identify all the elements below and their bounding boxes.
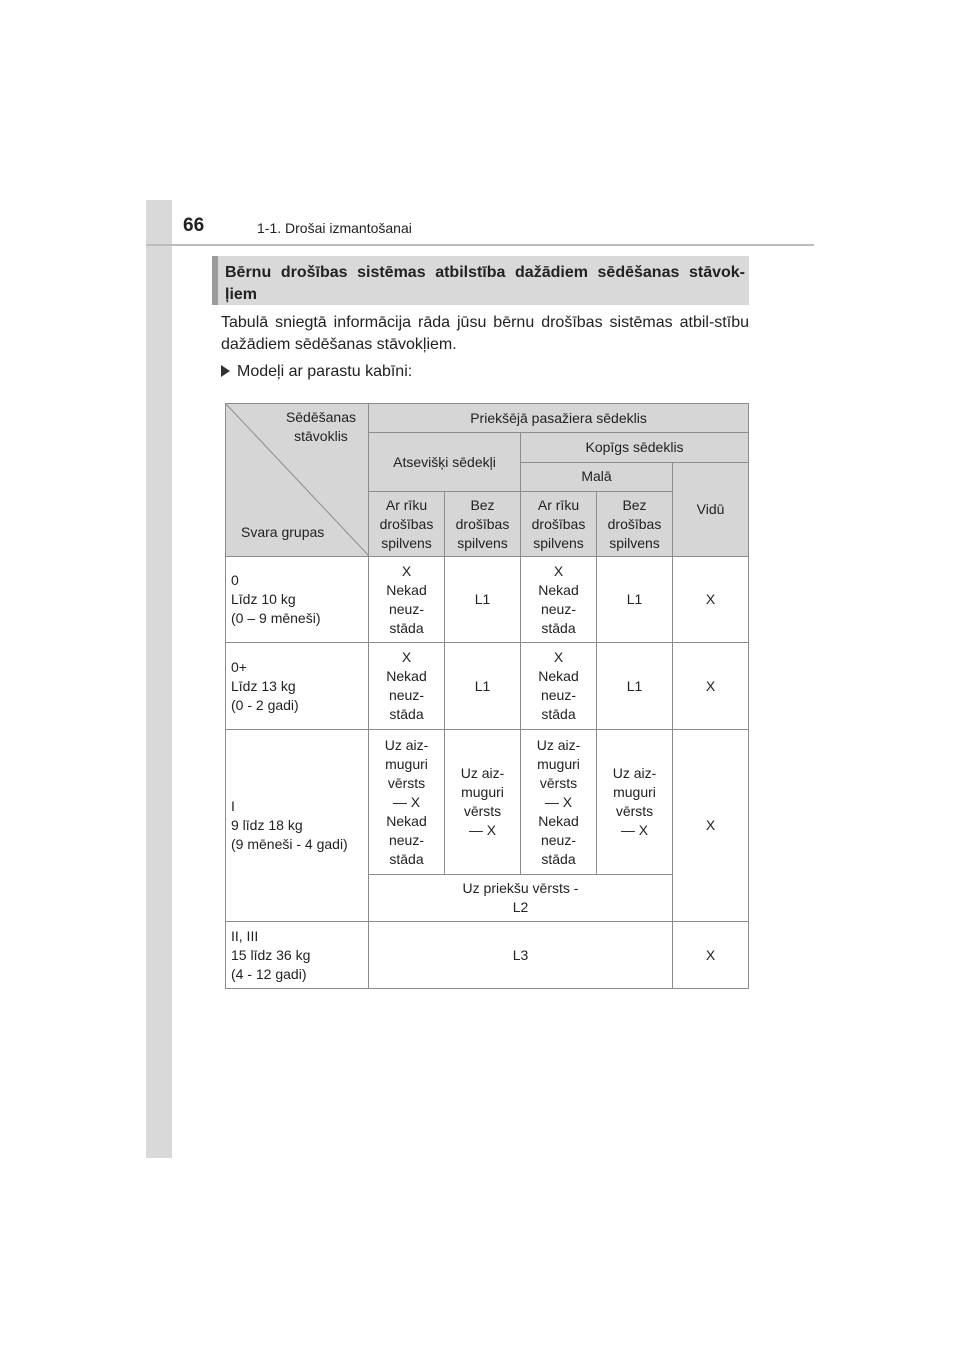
- table-cell: L1: [445, 557, 521, 643]
- weight-group-cell: 0+ Līdz 13 kg (0 - 2 gadi): [226, 643, 369, 730]
- weight-group-cell: II, III 15 līdz 36 kg (4 - 12 gadi): [226, 922, 369, 989]
- table-cell: X Nekad neuz- stāda: [369, 643, 445, 730]
- table-cell: L1: [597, 557, 673, 643]
- bullet-text: Modeļi ar parastu kabīni:: [237, 363, 413, 380]
- front-passenger-seat-header: Priekšējā pasažiera sēdeklis: [369, 404, 749, 433]
- weight-group-cell: 0 Līdz 10 kg (0 – 9 mēneši): [226, 557, 369, 643]
- table-cell: X Nekad neuz- stāda: [521, 557, 597, 643]
- compatibility-table: [225, 403, 749, 989]
- table-cell: L3: [369, 922, 673, 989]
- outboard-header: Malā: [521, 462, 673, 492]
- airbag-on-header-bench: Ar rīku drošības spilvens: [521, 492, 597, 557]
- table-cell: X: [673, 922, 749, 989]
- table-cell: Uz aiz- muguri vērsts — X: [445, 730, 521, 875]
- table-cell: Uz aiz- muguri vērsts — X Nekad neuz- stāda: [521, 730, 597, 875]
- table-row: [226, 557, 749, 643]
- section-heading-bar: [212, 256, 218, 305]
- corner-header-cell: [226, 404, 369, 557]
- table-row: [226, 922, 749, 989]
- table-cell: L1: [445, 643, 521, 730]
- weight-group-label: Svara grupas: [241, 524, 325, 540]
- triangle-bullet-icon: [221, 365, 230, 377]
- section-reference: 1-1. Drošai izmantošanai: [257, 220, 412, 236]
- side-band: [146, 200, 172, 1158]
- airbag-on-header: Ar rīku drošības spilvens: [369, 492, 445, 557]
- page-number: 66: [183, 215, 205, 236]
- bullet-item: [221, 361, 412, 383]
- table-cell: X: [673, 557, 749, 643]
- separate-seats-header: Atsevišķi sēdekļi: [369, 433, 521, 492]
- table-cell: Uz aiz- muguri vērsts — X: [597, 730, 673, 875]
- table-cell: X Nekad neuz- stāda: [521, 643, 597, 730]
- airbag-off-header: Bez drošības spilvens: [445, 492, 521, 557]
- center-header: Vidū: [673, 462, 749, 557]
- airbag-off-header-bench: Bez drošības spilvens: [597, 492, 673, 557]
- header-rule: [146, 244, 814, 246]
- table-cell: X: [673, 643, 749, 730]
- section-heading-box: [212, 256, 749, 305]
- intro-paragraph: Tabulā sniegtā informācija rāda jūsu bērnu drošības sistēmas atbil-stību dažādiem sēdēšanas stāvokļiem.: [221, 314, 749, 353]
- forward-facing-cell: Uz priekšu vērsts - L2: [369, 875, 673, 922]
- table-cell: L1: [597, 643, 673, 730]
- seat-position-label: Sēdēšanas stāvoklis: [285, 409, 356, 444]
- table-cell: X: [673, 730, 749, 922]
- section-title: Bērnu drošības sistēmas atbilstība dažādiem sēdēšanas stāvok-ļiem: [225, 264, 745, 303]
- table-row: [226, 643, 749, 730]
- table-cell: Uz aiz- muguri vērsts — X Nekad neuz- stāda: [369, 730, 445, 875]
- table-row: [226, 730, 749, 875]
- table-cell: X Nekad neuz- stāda: [369, 557, 445, 643]
- bench-seat-header: Kopīgs sēdeklis: [521, 433, 749, 463]
- weight-group-cell: I 9 līdz 18 kg (9 mēneši - 4 gadi): [226, 730, 369, 922]
